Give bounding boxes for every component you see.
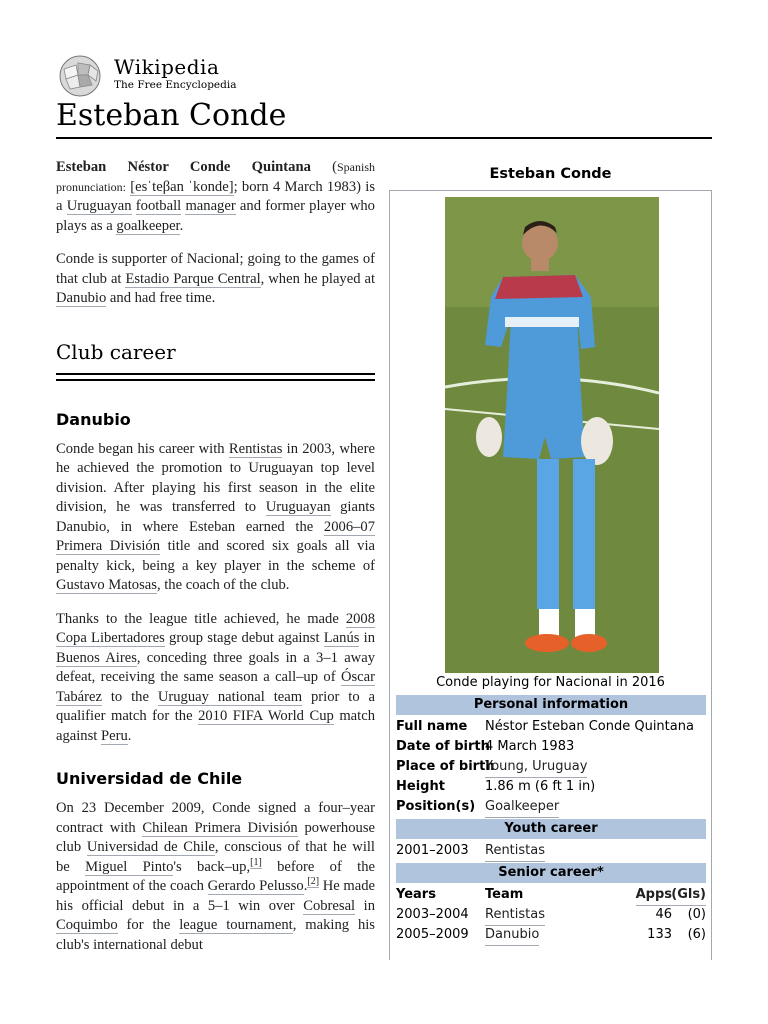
info-label: Height bbox=[396, 779, 445, 794]
link-uruguayan-league[interactable]: Uruguayan bbox=[265, 499, 331, 515]
link-senior-team[interactable]: Rentistas bbox=[485, 905, 545, 926]
text: before of the appointment of the coach bbox=[56, 858, 375, 894]
text: match against bbox=[56, 708, 375, 744]
danubio-paragraph-2 bbox=[56, 610, 375, 747]
link-2008-copa-libertadores[interactable]: 2008 Copa Libertadores bbox=[56, 610, 375, 646]
apps: 133 bbox=[647, 927, 672, 942]
text: Conde began his career with bbox=[56, 440, 229, 457]
text: in 2003, where he achieved the promotion to Uruguayan top level division. After playing his first season in the elite division, he was transferred to bbox=[56, 440, 375, 515]
text: ( bbox=[310, 159, 337, 175]
link-football[interactable]: football bbox=[135, 198, 182, 214]
text: , conceding three goals in a 3–1 away defeat, receiving the same season a call–up of bbox=[56, 649, 375, 685]
apps: 46 bbox=[655, 907, 672, 922]
text: title and scored six goals all via penalty kick, being a key player in the scheme of bbox=[56, 538, 375, 574]
text: to the bbox=[101, 688, 158, 705]
link-uruguay-national-team[interactable]: Uruguay national team bbox=[157, 688, 303, 705]
text: , the coach of the club. bbox=[156, 577, 290, 593]
link-2006-07-primera-division[interactable]: 2006–07 Primera División bbox=[56, 518, 375, 554]
article-body bbox=[56, 158, 375, 969]
link-youth-team[interactable]: Rentistas bbox=[485, 841, 545, 862]
goals: (0) bbox=[687, 907, 706, 922]
link-lanus[interactable]: Lanús bbox=[323, 630, 360, 646]
title-divider bbox=[56, 137, 712, 139]
info-row-full-name bbox=[396, 717, 706, 737]
reference-1[interactable]: [1] bbox=[250, 856, 262, 868]
text: and had free time. bbox=[106, 290, 216, 306]
text: prior to a qualifier match for the bbox=[56, 688, 375, 724]
player-photo[interactable] bbox=[445, 197, 659, 673]
text: in bbox=[359, 630, 376, 646]
info-value: 4 March 1983 bbox=[485, 739, 575, 754]
link-league-tournament[interactable]: league tournament bbox=[179, 917, 293, 933]
personal-info-header: Personal information bbox=[396, 695, 706, 715]
info-label: Position(s) bbox=[396, 799, 476, 814]
section-heading-club-career: Club career bbox=[56, 339, 176, 364]
link-gerardo-pelusso[interactable]: Gerardo Pelusso bbox=[207, 878, 304, 894]
wordmark: Wikipedia bbox=[114, 55, 220, 79]
text: 's back–up, bbox=[173, 858, 251, 875]
section-divider bbox=[56, 373, 375, 381]
senior-career-columns bbox=[396, 885, 706, 905]
years: 2001–2003 bbox=[396, 843, 469, 858]
link-senior-team[interactable]: Danubio bbox=[485, 925, 539, 946]
text: Conde is supporter of Nacional; going to the games of that club at bbox=[56, 251, 375, 287]
link-2010-fifa-world-cup[interactable]: 2010 FIFA World Cup bbox=[198, 708, 334, 724]
link-estadio-parque-central[interactable]: Estadio Parque Central bbox=[125, 270, 261, 287]
chile-paragraph-1 bbox=[56, 799, 375, 955]
link-coquimbo[interactable]: Coquimbo bbox=[56, 917, 118, 933]
info-label: Full name bbox=[396, 719, 468, 734]
text: ; born 4 March 1983) is a bbox=[56, 178, 375, 214]
goals: (6) bbox=[687, 927, 706, 942]
photo-caption: Conde playing for Nacional in 2016 bbox=[436, 675, 665, 690]
info-row-height bbox=[396, 777, 706, 797]
link-universidad-de-chile[interactable]: Universidad de Chile bbox=[86, 839, 215, 855]
info-label: Date of birth bbox=[396, 739, 490, 754]
subsection-heading-danubio: Danubio bbox=[56, 409, 131, 429]
text: in bbox=[355, 897, 376, 914]
info-value: 1.86 m (6 ft 1 in) bbox=[485, 779, 596, 794]
info-value: Néstor Esteban Conde Quintana bbox=[485, 719, 694, 734]
subject-name: Esteban Néstor Conde Quintana bbox=[56, 159, 311, 175]
text: , when he played at bbox=[260, 270, 375, 287]
text: and former player who plays as a bbox=[56, 198, 375, 234]
link-chilean-primera-division[interactable]: Chilean Primera División bbox=[142, 819, 298, 836]
youth-career-row bbox=[396, 841, 706, 861]
subsection-heading-universidad-de-chile: Universidad de Chile bbox=[56, 769, 243, 788]
column-goals[interactable]: (Gls) bbox=[671, 885, 706, 906]
puzzle-globe-icon bbox=[56, 55, 104, 97]
info-row-place-of-birth bbox=[396, 757, 706, 777]
text: . bbox=[303, 878, 308, 894]
years: 2005–2009 bbox=[396, 927, 469, 942]
pronunciation-label: Spanish pronunciation: bbox=[56, 160, 376, 194]
senior-career-row bbox=[396, 925, 706, 945]
text: . bbox=[179, 217, 184, 234]
page-title: Esteban Conde bbox=[56, 98, 287, 133]
link-goalkeeper[interactable]: goalkeeper bbox=[116, 217, 180, 234]
tagline: The Free Encyclopedia bbox=[114, 79, 237, 91]
info-label: Place of birth bbox=[396, 759, 495, 774]
info-row-position bbox=[396, 797, 706, 817]
link-miguel-pinto[interactable]: Miguel Pinto bbox=[85, 858, 174, 875]
link-cobresal[interactable]: Cobresal bbox=[303, 897, 356, 914]
column-team: Team bbox=[485, 887, 524, 902]
text: for the bbox=[117, 917, 180, 933]
text: On 23 December 2009, Conde signed a four–year contract with bbox=[56, 800, 375, 836]
intro-paragraph bbox=[56, 158, 375, 236]
link-gustavo-matosas[interactable]: Gustavo Matosas bbox=[56, 577, 157, 593]
text: . bbox=[127, 727, 132, 744]
years: 2003–2004 bbox=[396, 907, 469, 922]
link-danubio[interactable]: Danubio bbox=[56, 290, 107, 306]
link-uruguayan[interactable]: Uruguayan bbox=[66, 198, 132, 214]
text: giants Danubio, in where Esteban earned the bbox=[56, 499, 375, 535]
column-years: Years bbox=[396, 887, 436, 902]
text: group stage debut against bbox=[164, 630, 324, 646]
ipa-link[interactable]: [esˈteβan ˈkonde] bbox=[130, 178, 234, 195]
youth-career-header: Youth career bbox=[396, 819, 706, 839]
text: , making his club's international debut bbox=[56, 917, 375, 953]
link-buenos-aires[interactable]: Buenos Aires bbox=[56, 649, 137, 666]
infobox-title: Esteban Conde bbox=[489, 166, 612, 182]
column-apps[interactable]: Apps bbox=[636, 885, 672, 906]
senior-career-header: Senior career* bbox=[396, 863, 706, 883]
link-manager[interactable]: manager bbox=[185, 198, 236, 214]
danubio-paragraph-1 bbox=[56, 440, 375, 596]
text: powerhouse club bbox=[56, 819, 375, 855]
link-young-uruguay[interactable]: Young, Uruguay bbox=[485, 757, 587, 778]
link-goalkeeper-position[interactable]: Goalkeeper bbox=[485, 797, 559, 818]
text: Thanks to the league title achieved, he made bbox=[56, 610, 346, 627]
info-row-date-of-birth bbox=[396, 737, 706, 757]
text: He made his official debut in a 5–1 win over bbox=[56, 878, 375, 914]
wikipedia-logo[interactable] bbox=[56, 53, 316, 99]
infobox bbox=[389, 190, 712, 960]
link-rentistas[interactable]: Rentistas bbox=[228, 440, 283, 457]
link-peru[interactable]: Peru bbox=[101, 727, 128, 744]
link-oscar-tabarez[interactable]: Óscar Tabárez bbox=[56, 669, 375, 705]
supporter-paragraph bbox=[56, 250, 375, 309]
reference-2[interactable]: [2] bbox=[307, 876, 320, 888]
text: , conscious of that he will be bbox=[56, 839, 375, 875]
senior-career-row bbox=[396, 905, 706, 925]
